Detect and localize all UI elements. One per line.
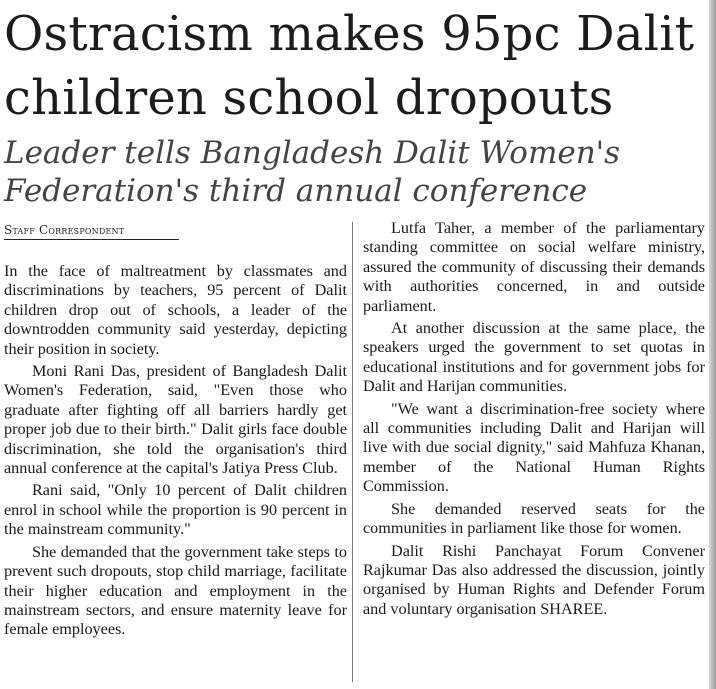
paragraph: Moni Rani Das, president of Bangladesh Dalit Women's Federation, said, "Even those who graduate after fighting off all barriers hardly get proper job due to their birth." Dalit girls face double discrimination, she told the organisation's third annual conference at the capital's Jatiya Press Club. [4,362,347,478]
byline-underline [4,239,179,240]
subheadline: Leader tells Bangladesh Dalit Women's Federation's third annual conference [4,135,621,209]
paragraph: Dalit Rishi Panchayat Forum Convener Rajkumar Das also addressed the discussion, jointly organised by Human Rights and Defender Forum and voluntary organisation SHAREE. [363,541,705,618]
article-column-left [4,262,347,643]
column-divider [352,222,353,682]
article-column-right [363,219,705,622]
paragraph: "We want a discrimination-free society where all communities including Dalit and Harijan will live with due social dignity," said Mahfuza Khanan, member of the National Human Rights Commission. [363,399,705,496]
paragraph: Rani said, "Only 10 percent of Dalit children enrol in school while the proportion is 90 percent in the mainstream community." [4,481,347,539]
byline: Staff Correspondent [4,223,125,237]
paragraph: Lutfa Taher, a member of the parliamentary standing committee on social welfare ministry, assured the community of discussing their demands with authorities concerned, in and outside parliament. [363,219,705,315]
paragraph: In the face of maltreatment by classmates and discriminations by teachers, 95 percent of Dalit children drop out of schools, a leader of the downtrodden community said yesterday, depicting their position in society. [4,262,347,358]
paragraph: She demanded reserved seats for the communities in parliament like those for women. [363,499,705,538]
page-edge-shadow [709,0,716,689]
paragraph: She demanded that the government take steps to prevent such dropouts, stop child marriage, facilitate their higher education and employment in the mainstream sectors, and ensure maternity leave for female employees. [4,542,347,639]
paragraph: At another discussion at the same place, the speakers urged the government to set quotas in educational institutions and for government jobs for Dalit and Harijan communities. [363,319,705,396]
headline: Ostracism makes 95pc Dalit children school dropouts [4,6,695,126]
